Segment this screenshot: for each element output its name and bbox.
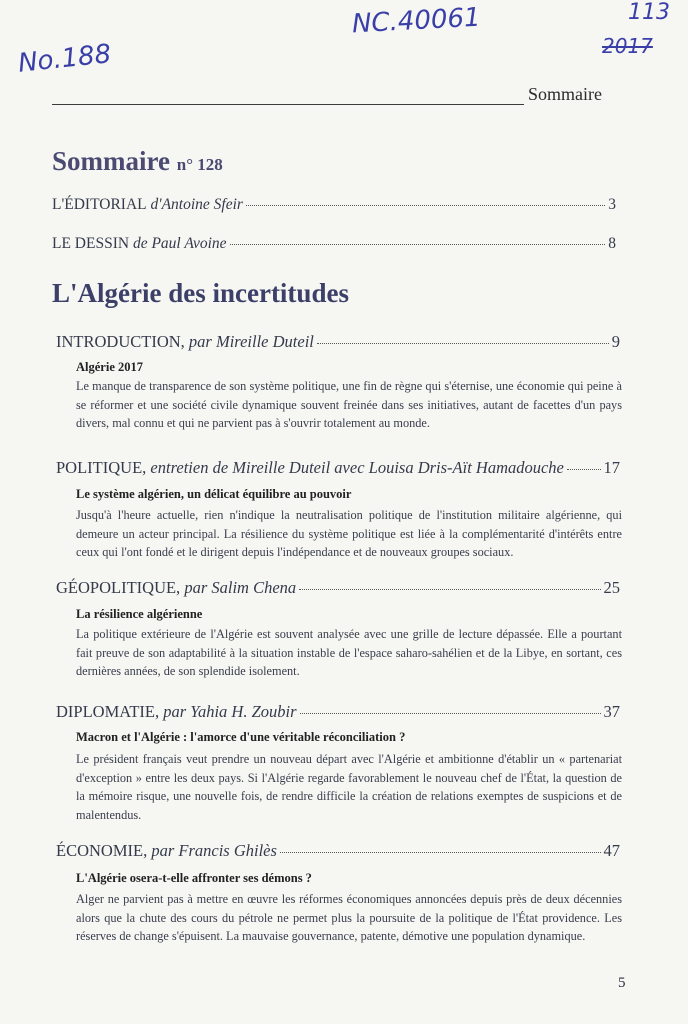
toc-editorial[interactable] xyxy=(52,196,616,214)
section-subtitle: La résilience algérienne xyxy=(76,607,203,621)
dossier-title: L'Algérie des incertitudes xyxy=(52,278,349,308)
leader-dots xyxy=(567,469,601,470)
handwritten-note: 113 xyxy=(628,0,670,25)
section-author: par Francis Ghilès xyxy=(151,841,277,860)
section-label: DIPLOMATIE, xyxy=(56,702,160,721)
section-summary: Le président français veut prendre un nouveau départ avec l'Algérie et ambitionne d'établir un « partenariat d'exception » entre les deux pays. Si l'Algérie regarde favorablement le nouveau chef de l'État, la question de la mémoire risque, une nouvelle fois, de rendre difficile la création de relations exemptes de suspicions et de malentendus. xyxy=(76,752,622,822)
section-page: 25 xyxy=(603,578,620,597)
handwritten-year: 2017 xyxy=(602,34,653,58)
handwritten-number: No.188 xyxy=(16,39,113,79)
leader-dots xyxy=(300,713,601,714)
leader-dots xyxy=(230,244,606,245)
section-label: GÉOPOLITIQUE, xyxy=(56,578,181,597)
section-introduction[interactable] xyxy=(56,332,620,352)
leader-dots xyxy=(299,589,600,590)
section-summary: Le manque de transparence de son système politique, une fin de règne qui s'éternise, une économie qui peine à se réformer et une société civile dynamique souvent freinée dans ses initiatives, autant de facettes d'un pays divers, mal connu et qui ne parvient pas à s'ouvrir totalement au monde. xyxy=(76,379,622,431)
toc-dessin-page: 8 xyxy=(608,235,616,252)
section-label: POLITIQUE, xyxy=(56,458,147,477)
toc-editorial-page: 3 xyxy=(608,196,616,213)
header-rule xyxy=(52,104,524,105)
section-author: entretien de Mireille Duteil avec Louisa Dris-Aït Hamadouche xyxy=(150,458,564,477)
leader-dots xyxy=(317,343,609,344)
sommaire-title-text: Sommaire xyxy=(52,146,170,176)
page-number: 5 xyxy=(618,975,626,991)
section-page: 17 xyxy=(603,458,620,477)
leader-dots xyxy=(280,852,601,853)
section-economie[interactable] xyxy=(56,841,620,861)
section-subtitle: Macron et l'Algérie : l'amorce d'une véritable réconciliation ? xyxy=(76,730,406,744)
section-label: INTRODUCTION, xyxy=(56,332,185,351)
section-page: 9 xyxy=(611,332,620,351)
section-author: par Yahia H. Zoubir xyxy=(163,702,297,721)
leader-dots xyxy=(246,205,605,206)
section-politique[interactable] xyxy=(56,458,620,478)
handwritten-catalog-number: NC.40061 xyxy=(351,2,482,40)
section-page: 47 xyxy=(603,841,620,860)
section-author: par Salim Chena xyxy=(184,578,297,597)
toc-dessin-label: LE DESSIN xyxy=(52,235,130,252)
section-summary: La politique extérieure de l'Algérie est souvent analysée avec une grille de lecture dépassée. Elle a pourtant fait preuve de son adaptabilité à la situation instable de l'espace saharo-sahélien et de la Libye, en sortant, ces dernières années, de son splendide isolement. xyxy=(76,627,622,679)
toc-dessin-author: de Paul Avoine xyxy=(132,235,227,252)
section-diplomatie[interactable] xyxy=(56,702,620,722)
running-header: Sommaire xyxy=(528,84,602,104)
section-page: 37 xyxy=(603,702,620,721)
section-summary: Alger ne parvient pas à mettre en œuvre les réformes économiques annoncées depuis près de deux décennies alors que la chute des cours du pétrole ne permet plus la poursuite de la politique de l'État providence. Les réserves de change s'épuisent. La mauvaise gouvernance, patente, démotive une population dynamique. xyxy=(76,892,622,944)
toc-editorial-author: d'Antoine Sfeir xyxy=(150,196,243,213)
sommaire-title xyxy=(52,146,223,177)
section-geopolitique[interactable] xyxy=(56,578,620,598)
toc-dessin[interactable] xyxy=(52,235,616,253)
section-subtitle: Le système algérien, un délicat équilibre au pouvoir xyxy=(76,487,352,501)
section-subtitle: Algérie 2017 xyxy=(76,360,143,374)
section-summary: Jusqu'à l'heure actuelle, rien n'indique la neutralisation politique de l'institution militaire algérienne, qui demeure un acteur principal. La résilience du système politique est liée à la complémentarité d'intérêts entre ceux qui l'ont fondé et le dirigent depuis l'indépendance et de nouveaux groupes sociaux. xyxy=(76,508,622,560)
section-label: ÉCONOMIE, xyxy=(56,841,148,860)
section-subtitle: L'Algérie osera-t-elle affronter ses démons ? xyxy=(76,871,312,885)
issue-number: n° 128 xyxy=(176,155,223,174)
toc-editorial-label: L'ÉDITORIAL xyxy=(52,196,147,213)
section-author: par Mireille Duteil xyxy=(188,332,314,351)
